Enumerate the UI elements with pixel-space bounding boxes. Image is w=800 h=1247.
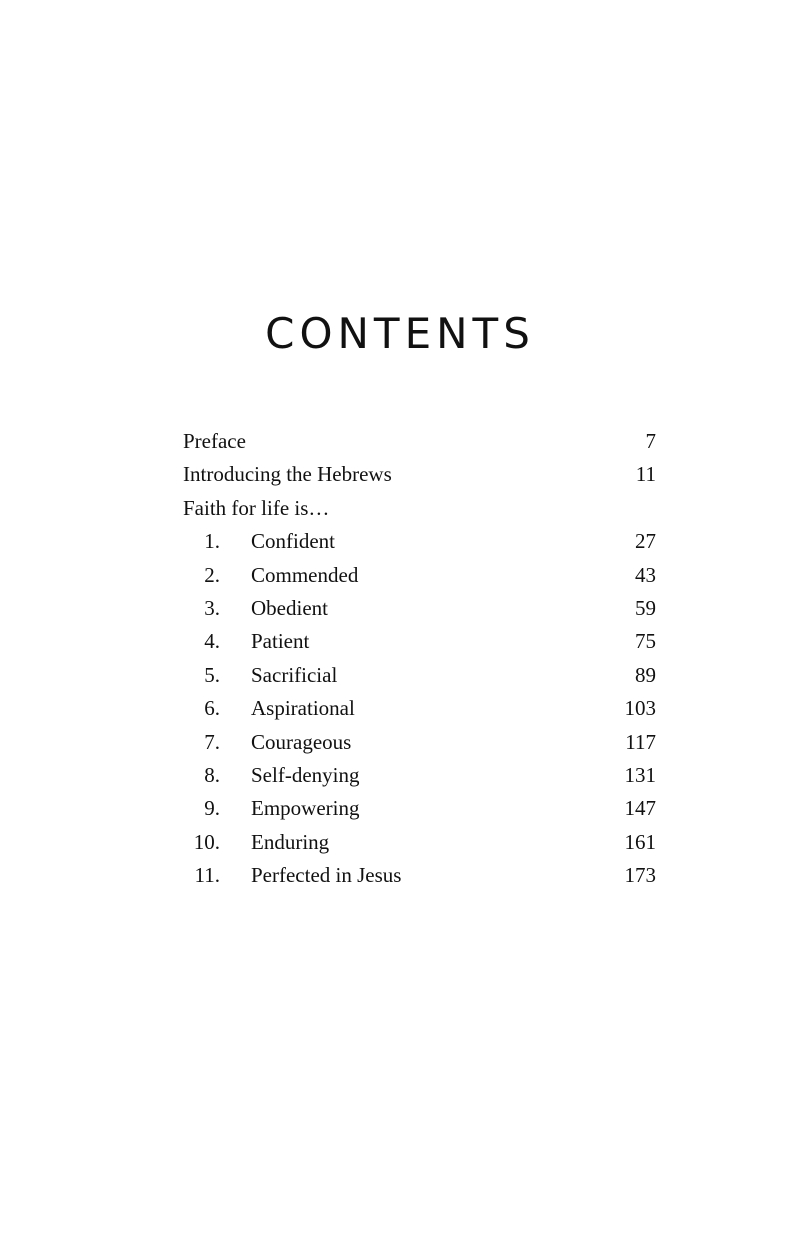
toc-chapter-page: 117 (625, 729, 656, 754)
toc-chapter-3 (183, 592, 656, 625)
toc-chapter-number: 2. (204, 562, 220, 587)
toc-chapter-6 (183, 692, 656, 725)
toc-chapter-page: 147 (624, 796, 656, 821)
toc-chapter-2 (183, 559, 656, 592)
toc-chapter-1 (183, 525, 656, 558)
toc-entry-title: Preface (183, 429, 246, 453)
toc-chapter-page: 75 (635, 629, 656, 654)
toc-chapter-5 (183, 659, 656, 692)
toc-entry-introducing-the-hebrews (183, 458, 656, 491)
toc-chapter-page: 27 (635, 529, 656, 554)
toc-entry-page: 11 (635, 462, 656, 487)
toc-chapter-number: 1. (204, 529, 220, 554)
toc-chapter-title: Commended (251, 562, 359, 587)
toc-chapter-number: 4. (204, 629, 220, 654)
toc-chapter-title: Aspirational (251, 696, 355, 721)
toc-chapter-number: 10. (193, 829, 220, 854)
toc-chapter-page: 59 (635, 595, 656, 620)
toc-chapter-page: 161 (624, 829, 656, 854)
toc-chapter-page: 173 (624, 863, 656, 888)
toc-chapter-title: Patient (251, 629, 310, 654)
toc-chapter-number: 9. (204, 796, 220, 821)
page-title: CONTENTS (265, 309, 535, 358)
toc-chapter-9 (183, 792, 656, 825)
toc-chapter-page: 131 (624, 762, 656, 787)
toc-chapter-title: Enduring (251, 829, 330, 854)
toc-chapter-number: 7. (204, 729, 220, 754)
toc-chapter-11 (183, 859, 656, 892)
toc-chapter-number: 8. (204, 762, 220, 787)
toc-chapter-number: 3. (204, 595, 220, 620)
table-of-contents (183, 425, 656, 892)
toc-chapter-title: Obedient (251, 595, 328, 620)
toc-chapter-title: Confident (251, 529, 335, 554)
toc-entry-title: Introducing the Hebrews (183, 462, 392, 487)
toc-section-heading (183, 492, 656, 525)
toc-chapter-title: Courageous (251, 729, 352, 754)
toc-chapter-title: Self-denying (251, 762, 360, 787)
toc-chapter-page: 89 (635, 662, 656, 687)
toc-chapter-number: 5. (204, 662, 220, 687)
toc-chapter-title: Sacrificial (251, 662, 338, 687)
toc-chapter-7 (183, 726, 656, 759)
toc-chapter-4 (183, 625, 656, 658)
toc-chapter-title: Perfected in Jesus (251, 863, 402, 888)
toc-chapter-page: 43 (635, 562, 656, 587)
toc-chapter-title: Empowering (251, 796, 360, 821)
toc-chapter-number: 11. (194, 863, 220, 888)
toc-entry-page: 7 (645, 429, 656, 453)
toc-entry-preface (183, 425, 656, 458)
toc-chapter-page: 103 (624, 696, 656, 721)
toc-chapter-8 (183, 759, 656, 792)
toc-section-title: Faith for life is… (183, 495, 330, 520)
toc-chapter-number: 6. (204, 696, 220, 721)
toc-chapter-10 (183, 826, 656, 859)
